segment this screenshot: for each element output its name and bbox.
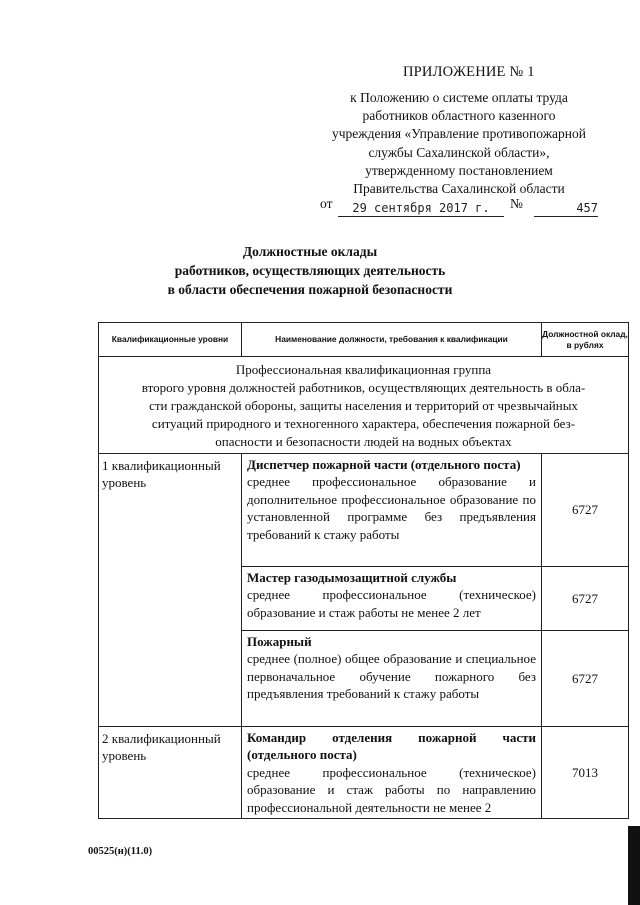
appendix-title: ПРИЛОЖЕНИЕ № 1 (403, 64, 535, 80)
group-line: сти гражданской обороны, защиты населения и территорий от чрезвычайных (149, 398, 578, 413)
title-line: Должностные оклады (242, 244, 378, 259)
group-line: опасности и безопасности людей на водных объектах (215, 434, 512, 449)
group-line: ситуаций природного и техногенного характера, обеспечения пожарной без- (151, 416, 576, 431)
title-line: работников, осуществляющих деятельность (174, 263, 446, 278)
group-line: второго уровня должностей работников, осуществляющих деятельность в обла- (141, 380, 586, 395)
scan-edge-mark (628, 826, 640, 905)
group-line: Профессиональная квалификационная группа (235, 362, 492, 377)
position-title: Пожарный (247, 634, 312, 649)
header-line: учреждения «Управление противопожарной (332, 126, 586, 142)
header-levels: Квалификационные уровни (99, 323, 242, 357)
salary-cell: 6727 (542, 631, 629, 727)
header-line: работников областного казенного (362, 108, 556, 124)
salary-table (98, 322, 629, 819)
position-cell (242, 567, 542, 631)
resolution-date-line (312, 196, 598, 219)
appendix-reference (300, 89, 618, 198)
footer-code: 00525(н)(11.0) (88, 846, 153, 857)
number-label: № (510, 196, 523, 211)
position-requirements: среднее профессиональное (техническое) образование и стаж работы не менее 2 лет (247, 587, 536, 620)
ot-label: от (320, 196, 333, 211)
title-line: в области обеспечения пожарной безопасности (167, 282, 453, 297)
position-requirements: среднее (полное) общее образование и специальное первоначальное обучение пожарного без предъявления требований к стажу работы (247, 651, 536, 702)
header-line: к Положению о системе оплаты труда (350, 90, 568, 105)
salary-cell: 7013 (542, 727, 629, 819)
salary-cell: 6727 (542, 454, 629, 567)
position-cell (242, 454, 542, 567)
salary-cell: 6727 (542, 567, 629, 631)
position-requirements: среднее профессиональное (техническое) образование и стаж работы по направлению профессиональной деятельности не менее 2 (247, 764, 536, 815)
position-cell (242, 727, 542, 819)
table-header-row (99, 323, 629, 357)
table-row (99, 454, 629, 567)
position-title: Мастер газодымозащитной службы (247, 570, 457, 585)
qualification-group (99, 357, 629, 454)
resolution-number: 457 (534, 201, 598, 217)
group-row (99, 357, 629, 454)
header-salary: Должностной оклад, в рублях (542, 323, 629, 357)
header-position: Наименование должности, требования к квалификации (242, 323, 542, 357)
resolution-date: 29 сентября 2017 г. (338, 201, 504, 217)
position-title: Диспетчер пожарной части (отдельного поста) (247, 457, 521, 472)
header-line: службы Сахалинской области», (368, 144, 550, 160)
position-title: Командир отделения пожарной части (отдельного поста) (247, 730, 536, 763)
header-line: утвержденному постановлением (365, 162, 553, 178)
position-requirements: среднее профессиональное образование и дополнительное профессиональное образование по установленной программе без предъявления требований к стажу работы (247, 474, 536, 542)
level-cell: 1 квалификационный уровень (99, 454, 242, 727)
level-cell: 2 квалификационный уровень (99, 727, 242, 819)
document-title (150, 242, 470, 299)
position-cell (242, 631, 542, 727)
header-line: Правительства Сахалинской области (353, 181, 565, 197)
table-row (99, 727, 629, 819)
